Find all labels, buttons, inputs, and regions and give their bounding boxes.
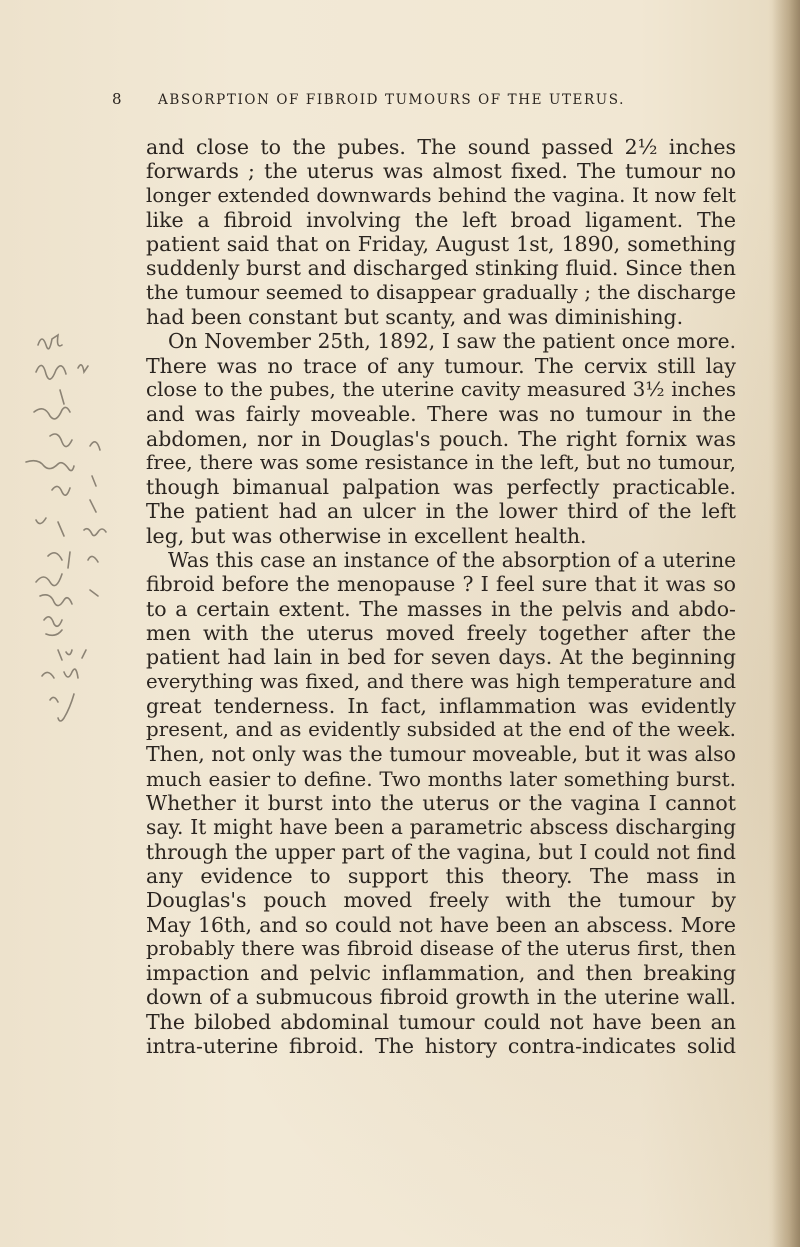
running-title: ABSORPTION OF FIBROID TUMOURS OF THE UTERUS. (158, 92, 626, 108)
text-line: had been constant but scanty, and was diminishing. (146, 305, 684, 330)
marginal-scribble (36, 518, 106, 536)
text-line: much easier to define. Two months later something burst. (146, 766, 736, 791)
marginal-scribble (36, 365, 88, 379)
text-line: to a certain extent. The masses in the pelvis and abdo- (146, 596, 736, 621)
text-line: free, there was some resistance in the left, but no tumour, (146, 450, 736, 474)
text-line: fibroid before the menopause ? I feel sure that it was so (146, 572, 736, 597)
marginal-scribble (36, 574, 98, 606)
text-line: like a fibroid involving the left broad ligament. The (146, 207, 736, 232)
text-line: Then, not only was the tumour moveable, but it was also (146, 742, 736, 767)
text-line: everything was fixed, and there was high temperature and (146, 669, 736, 693)
marginal-scribble (52, 486, 96, 512)
text-line: and was fairly moveable. There was no tumour in the (146, 402, 736, 427)
marginal-scribble (34, 390, 70, 419)
marginal-scribble (38, 335, 62, 349)
text-line: suddenly burst and discharged stinking fluid. Since then (146, 256, 736, 281)
text-line: great tenderness. In fact, inflammation was evidently (146, 693, 736, 718)
text-line: intra-uterine fibroid. The history contra-indicates solid (146, 1033, 736, 1058)
text-line: On November 25th, 1892, I saw the patient once more. (168, 329, 736, 354)
text-line: patient said that on Friday, August 1st, 1890, something (146, 232, 736, 257)
text-line: leg, but was otherwise in excellent health. (146, 523, 587, 548)
text-line: Douglas's pouch moved freely with the tumour by (146, 888, 736, 913)
text-line: abdomen, nor in Douglas's pouch. The right fornix was (146, 426, 736, 451)
marginal-scribble (42, 669, 78, 678)
text-line: through the upper part of the vagina, but I could not find (146, 839, 736, 864)
text-line: The patient had an ulcer in the lower third of the left (146, 499, 736, 524)
text-line: down of a submucous fibroid growth in the uterine wall. (146, 985, 736, 1010)
page-number: 8 (112, 90, 123, 108)
text-line: impaction and pelvic inflammation, and then breaking (146, 961, 736, 986)
text-line: The bilobed abdominal tumour could not have been an (146, 1009, 736, 1034)
text-line: any evidence to support this theory. The mass in (146, 863, 736, 888)
text-line: men with the uterus moved freely together after the (146, 620, 736, 645)
text-line: present, and as evidently subsided at the end of the week. (146, 718, 736, 742)
text-line: though bimanual palpation was perfectly practicable. (146, 475, 736, 500)
text-line: patient had lain in bed for seven days. At the beginning (146, 645, 736, 670)
text-line: longer extended downwards behind the vagina. It now felt (146, 183, 736, 207)
marginal-scribble (48, 552, 98, 568)
marginal-scribble (50, 694, 74, 721)
marginal-scribble (26, 461, 96, 486)
text-line: the tumour seemed to disappear gradually ; the discharge (146, 280, 736, 304)
text-line: and close to the pubes. The sound passed 2½ inches (146, 135, 736, 159)
marginal-scribble (50, 434, 100, 450)
text-line: Was this case an instance of the absorption of a uterine (168, 548, 736, 573)
marginal-scribble (58, 650, 86, 660)
text-line: close to the pubes, the uterine cavity measured 3½ inches (146, 377, 736, 401)
text-line: forwards ; the uterus was almost fixed. The tumour no (146, 159, 736, 184)
text-line: say. It might have been a parametric abscess discharging (146, 815, 736, 840)
text-line: probably there was fibroid disease of the uterus first, then (146, 936, 736, 960)
text-line: Whether it burst into the uterus or the vagina I cannot (146, 791, 736, 816)
text-line: There was no trace of any tumour. The cervix still lay (146, 353, 736, 378)
marginal-scribble (44, 617, 62, 636)
text-line: May 16th, and so could not have been an abscess. More (146, 912, 736, 937)
